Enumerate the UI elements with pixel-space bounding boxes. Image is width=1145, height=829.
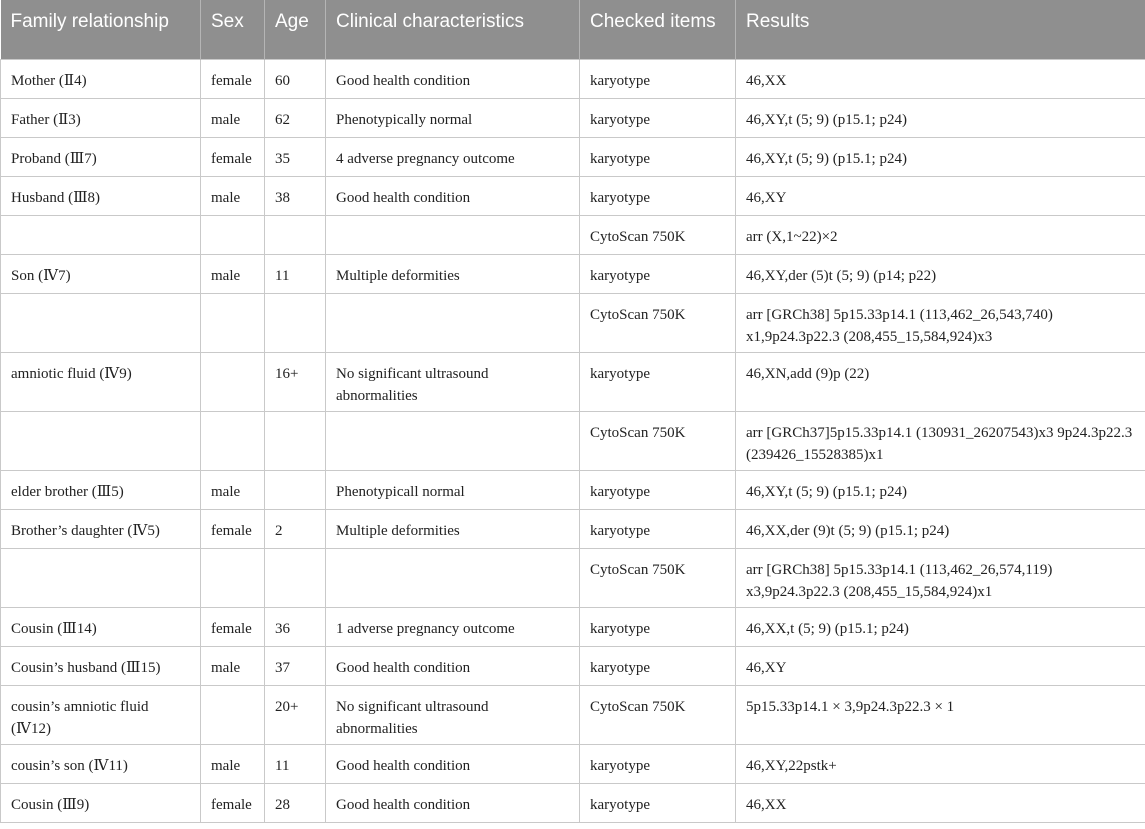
cell-relationship: Cousin (Ⅲ14) (1, 607, 201, 646)
table-header (1, 0, 1145, 59)
cell-relationship: Husband (Ⅲ8) (1, 176, 201, 215)
cell-sex (201, 685, 265, 744)
cell-checked: karyotype (580, 509, 736, 548)
table-row (1, 98, 1145, 137)
cell-checked: CytoScan 750K (580, 215, 736, 254)
cell-result: 46,XX,der (9)t (5; 9) (p15.1; p24) (736, 509, 1145, 548)
cell-checked: karyotype (580, 783, 736, 822)
table-row (1, 352, 1145, 411)
table-row (1, 744, 1145, 783)
table-row (1, 137, 1145, 176)
cell-checked: karyotype (580, 744, 736, 783)
cell-sex: male (201, 176, 265, 215)
cell-result: 46,XX (736, 59, 1145, 98)
table-row (1, 783, 1145, 822)
cell-checked: karyotype (580, 646, 736, 685)
cell-clinical: Good health condition (326, 646, 580, 685)
cell-clinical: 4 adverse pregnancy outcome (326, 137, 580, 176)
cell-result: arr [GRCh38] 5p15.33p14.1 (113,462_26,574,119) x3,9p24.3p22.3 (208,455_15,584,924)x1 (736, 548, 1145, 607)
cell-result: 46,XY,22pstk+ (736, 744, 1145, 783)
cell-sex (201, 352, 265, 411)
cell-age: 62 (265, 98, 326, 137)
cell-result: 46,XN,add (9)p (22) (736, 352, 1145, 411)
cell-result: 46,XX (736, 783, 1145, 822)
cell-clinical: Good health condition (326, 176, 580, 215)
cell-checked: CytoScan 750K (580, 293, 736, 352)
cell-result: arr [GRCh37]5p15.33p14.1 (130931_26207543)x3 9p24.3p22.3 (239426_15528385)x1 (736, 411, 1145, 470)
cell-clinical (326, 411, 580, 470)
cell-sex: male (201, 470, 265, 509)
table-row (1, 548, 1145, 607)
cell-result: 46,XY,der (5)t (5; 9) (p14; p22) (736, 254, 1145, 293)
cell-sex: male (201, 98, 265, 137)
table-row (1, 470, 1145, 509)
cell-checked: karyotype (580, 137, 736, 176)
cell-relationship (1, 411, 201, 470)
cell-age (265, 411, 326, 470)
table-row (1, 646, 1145, 685)
cell-sex: female (201, 509, 265, 548)
cell-clinical: Multiple deformities (326, 254, 580, 293)
cell-result: 46,XY,t (5; 9) (p15.1; p24) (736, 137, 1145, 176)
cell-age (265, 215, 326, 254)
cell-checked: karyotype (580, 470, 736, 509)
table-body (1, 59, 1145, 822)
cell-age (265, 470, 326, 509)
cell-clinical: Good health condition (326, 783, 580, 822)
header-age: Age (265, 0, 326, 59)
table-row (1, 685, 1145, 744)
table-row (1, 215, 1145, 254)
header-sex: Sex (201, 0, 265, 59)
cell-relationship: Cousin’s husband (Ⅲ15) (1, 646, 201, 685)
cell-sex: female (201, 59, 265, 98)
cell-age: 11 (265, 254, 326, 293)
cell-clinical: Phenotypicall normal (326, 470, 580, 509)
cell-clinical: Phenotypically normal (326, 98, 580, 137)
cell-clinical (326, 548, 580, 607)
cell-relationship: cousin’s son (Ⅳ11) (1, 744, 201, 783)
cell-checked: karyotype (580, 98, 736, 137)
cell-relationship (1, 293, 201, 352)
cell-result: 46,XY (736, 176, 1145, 215)
cell-clinical: 1 adverse pregnancy outcome (326, 607, 580, 646)
table-row (1, 59, 1145, 98)
cell-checked: karyotype (580, 607, 736, 646)
cell-age: 38 (265, 176, 326, 215)
cell-checked: CytoScan 750K (580, 411, 736, 470)
cell-result: arr [GRCh38] 5p15.33p14.1 (113,462_26,543,740) x1,9p24.3p22.3 (208,455_15,584,924)x3 (736, 293, 1145, 352)
cell-sex: male (201, 744, 265, 783)
cell-relationship: Cousin (Ⅲ9) (1, 783, 201, 822)
cell-relationship: Father (Ⅱ3) (1, 98, 201, 137)
cell-checked: karyotype (580, 176, 736, 215)
cell-age: 37 (265, 646, 326, 685)
table-row (1, 607, 1145, 646)
cell-clinical: Good health condition (326, 59, 580, 98)
cell-result: 46,XY (736, 646, 1145, 685)
cell-age (265, 293, 326, 352)
table-row (1, 509, 1145, 548)
header-checked-items: Checked items (580, 0, 736, 59)
cell-checked: karyotype (580, 352, 736, 411)
header-family-relationship: Family relationship (1, 0, 201, 59)
cell-sex: female (201, 607, 265, 646)
cell-result: arr (X,1~22)×2 (736, 215, 1145, 254)
cell-age: 11 (265, 744, 326, 783)
cell-checked: CytoScan 750K (580, 548, 736, 607)
cell-relationship: elder brother (Ⅲ5) (1, 470, 201, 509)
cell-age: 16+ (265, 352, 326, 411)
cell-checked: karyotype (580, 254, 736, 293)
cell-age: 36 (265, 607, 326, 646)
cell-age: 2 (265, 509, 326, 548)
cell-result: 46,XY,t (5; 9) (p15.1; p24) (736, 98, 1145, 137)
cell-sex (201, 548, 265, 607)
cell-age: 28 (265, 783, 326, 822)
cell-relationship (1, 548, 201, 607)
header-clinical-characteristics: Clinical characteristics (326, 0, 580, 59)
cell-clinical: Multiple deformities (326, 509, 580, 548)
cell-relationship: amniotic fluid (Ⅳ9) (1, 352, 201, 411)
cell-clinical (326, 215, 580, 254)
cell-relationship: Proband (Ⅲ7) (1, 137, 201, 176)
cell-relationship (1, 215, 201, 254)
header-results: Results (736, 0, 1145, 59)
table-row (1, 411, 1145, 470)
cell-checked: CytoScan 750K (580, 685, 736, 744)
cell-age: 35 (265, 137, 326, 176)
cell-checked: karyotype (580, 59, 736, 98)
cell-relationship: Mother (Ⅱ4) (1, 59, 201, 98)
cell-clinical: No significant ultrasound abnormalities (326, 685, 580, 744)
cell-age: 20+ (265, 685, 326, 744)
cell-clinical: Good health condition (326, 744, 580, 783)
table-row (1, 176, 1145, 215)
cell-age (265, 548, 326, 607)
cell-sex: female (201, 783, 265, 822)
cell-sex: male (201, 646, 265, 685)
cell-result: 46,XY,t (5; 9) (p15.1; p24) (736, 470, 1145, 509)
cell-result: 46,XX,t (5; 9) (p15.1; p24) (736, 607, 1145, 646)
cell-sex: female (201, 137, 265, 176)
cell-clinical (326, 293, 580, 352)
cell-relationship: Son (Ⅳ7) (1, 254, 201, 293)
cell-sex (201, 293, 265, 352)
cell-clinical: No significant ultrasound abnormalities (326, 352, 580, 411)
cell-sex: male (201, 254, 265, 293)
cell-result: 5p15.33p14.1 × 3,9p24.3p22.3 × 1 (736, 685, 1145, 744)
cell-age: 60 (265, 59, 326, 98)
cell-sex (201, 215, 265, 254)
cell-relationship: cousin’s amniotic fluid (Ⅳ12) (1, 685, 201, 744)
cell-relationship: Brother’s daughter (Ⅳ5) (1, 509, 201, 548)
table-row (1, 293, 1145, 352)
cell-sex (201, 411, 265, 470)
table-row (1, 254, 1145, 293)
header-row (1, 0, 1145, 59)
